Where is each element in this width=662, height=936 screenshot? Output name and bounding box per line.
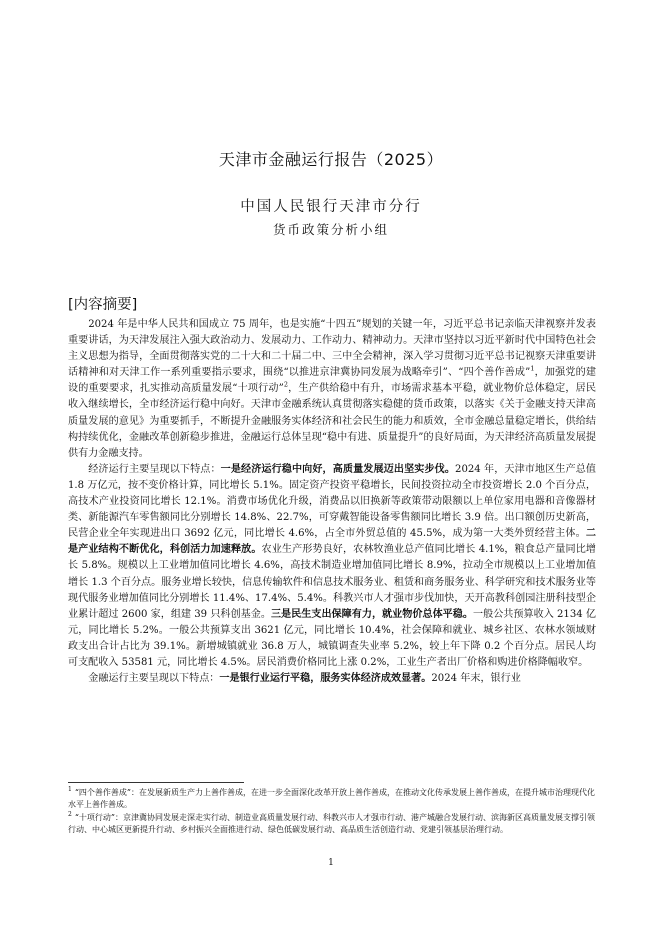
footnote-2 — [68, 812, 596, 837]
footnote-mark: 1 — [68, 786, 72, 794]
paragraph-text: 2024 年，天津市地区生产总值 1.8 万亿元，按不变价格计算，同比增长 5.1%。固定资产投资平稳增长，民间投资拉动全市投资增长 2.0 个百分点，高技术产业投资同比增长 12.1%。消费市场优化升级，消费品以旧换新等政策带动限额以上单位家用电器和音像器材类、新能源汽车零售额同比分别增长 14.8%、22.7%，可穿戴智能设备零售额同比增长 3.9 倍。出口额创历史新高，民营企业全年实现进出口 3692 亿元，同比增长 4.6%，占全市外贸总值的 45.5%，成为第一大类外贸经营主体。 — [68, 463, 596, 540]
report-title: 天津市金融运行报告（2025） — [218, 150, 444, 169]
paragraph-text: 一般公共预算收入 2134 亿元，同比增长 5.2%。一般公共预算支出 3621 亿元，同比增长 10.4%，社会保障和就业、城乡社区、农林水领域财政支出合计占比为 39.1%。新增城镇就业 36.8 万人，城镇调查失业率 5.2%，较上年下降 0.2 个百分点。居民人均可支配收入 53581 元，同比增长 4.5%。居民消费价格同比上涨 0.2%，工业生产者出厂价格和购进价格降幅收窄。 — [68, 608, 597, 668]
paragraph-text: ，生产供给稳中有升，市场需求基本平稳，就业物价总体稳定，居民收入继续增长，全市经济运行稳中向好。天津市金融系统认真贯彻落实稳健的货币政策，以落实《关于金融支持天津高质量发展的意见》为重要抓手，不断提升金融服务实体经济和社会民生的能力和质效，全市金融总量稳定增长，供给结构持续优化，金融改革创新稳步推进，金融运行总体呈现“稳中有进、质量提升”的良好局面，为天津经济高质量发展提供有力金融支持。 — [68, 383, 596, 459]
paragraph-text: 经济运行主要呈现以下特点： — [88, 463, 221, 475]
footnote-text: “十项行动”：京津冀协同发展走深走实行动、制造业高质量发展行动、科教兴市人才强市行动、港产城融合发展行动、滨海新区高质量发展支撑引领行动、中心城区更新提升行动、乡村振兴全面推进行动、绿色低碳发展行动、高品质生活创造行动、党建引领基层治理行动。 — [68, 812, 596, 834]
paragraph-text: ，加强党的建设的重要要求，扎实推动高质量发展“十项行动” — [68, 367, 597, 395]
paragraph-text: 2024 年是中华人民共和国成立 75 周年，也是实施“十四五”规划的关键一年，习近平总书记亲临天津视察并发表重要讲话，为天津发展注入强大政治动力、发展动力、工作动力、精神动力。天津市坚持以习近平新时代中国特色社会主义思想为指导，全面贯彻落实党的二十大和二十届二中、三中全会精神，深入学习贯彻习近平总书记视察天津重要讲话精神和对天津工作一系列重要指示要求，围绕“以推进京津冀协同发展为战略牵引”、“四个善作善成” — [68, 319, 596, 379]
paragraph-text: 农业生产形势良好，农林牧渔业总产值同比增长 4.1%，粮食总产量同比增长 5.8%。规模以上工业增加值同比增长 4.6%，高技术制造业增加值同比增长 8.9%，拉动全市规模以上工业增加值增长 1.3 个百分点。服务业增长较快，信息传输软件和信息技术服务业、租赁和商务服务业、科学研究和技术服务业等现代服务业增加值同比分别增长 11.4%、17.4%、5.4%。科教兴市人才强市步伐加快，天开高教科创园注册科技型企业累计超过 2600 家，组建 39 只科创基金。 — [68, 544, 596, 620]
abstract-body — [68, 317, 596, 687]
footnote-divider — [68, 782, 244, 783]
page-number: 1 — [328, 858, 334, 868]
footnote-1 — [68, 787, 596, 812]
organization-name: 中国人民银行天津市分行 — [240, 199, 422, 215]
abstract-paragraph-2 — [68, 462, 596, 671]
key-point-2: 二是产业结构不断优化，科创活力加速释放。 — [68, 528, 596, 556]
footnote-ref-2[interactable]: 2 — [283, 381, 288, 390]
key-point-1: 一是经济运行稳中向好，高质量发展迈出坚实步伐。 — [220, 463, 456, 475]
footnote-ref-1[interactable]: 1 — [530, 364, 535, 373]
abstract-paragraph-1 — [68, 317, 596, 462]
abstract-heading: [内容摘要] — [68, 297, 138, 313]
author-group: 货币政策分析小组 — [272, 222, 389, 237]
footnote-mark: 2 — [68, 810, 72, 818]
abstract-paragraph-3 — [68, 671, 596, 687]
key-point-finance-1: 一是银行业运行平稳，服务实体经济成效显著。 — [219, 673, 432, 685]
footnote-text: “四个善作善成”：在发展新质生产力上善作善成，在进一步全面深化改革开放上善作善成，在推动文化传承发展上善作善成，在提升城市治理现代化水平上善作善成。 — [68, 788, 596, 810]
paragraph-text: 金融运行主要呈现以下特点： — [88, 673, 220, 685]
key-point-3: 三是民生支出保障有力，就业物价总体平稳。 — [270, 608, 473, 620]
footnotes — [68, 787, 596, 836]
paragraph-text: 2024 年末，银行业 — [431, 673, 521, 685]
